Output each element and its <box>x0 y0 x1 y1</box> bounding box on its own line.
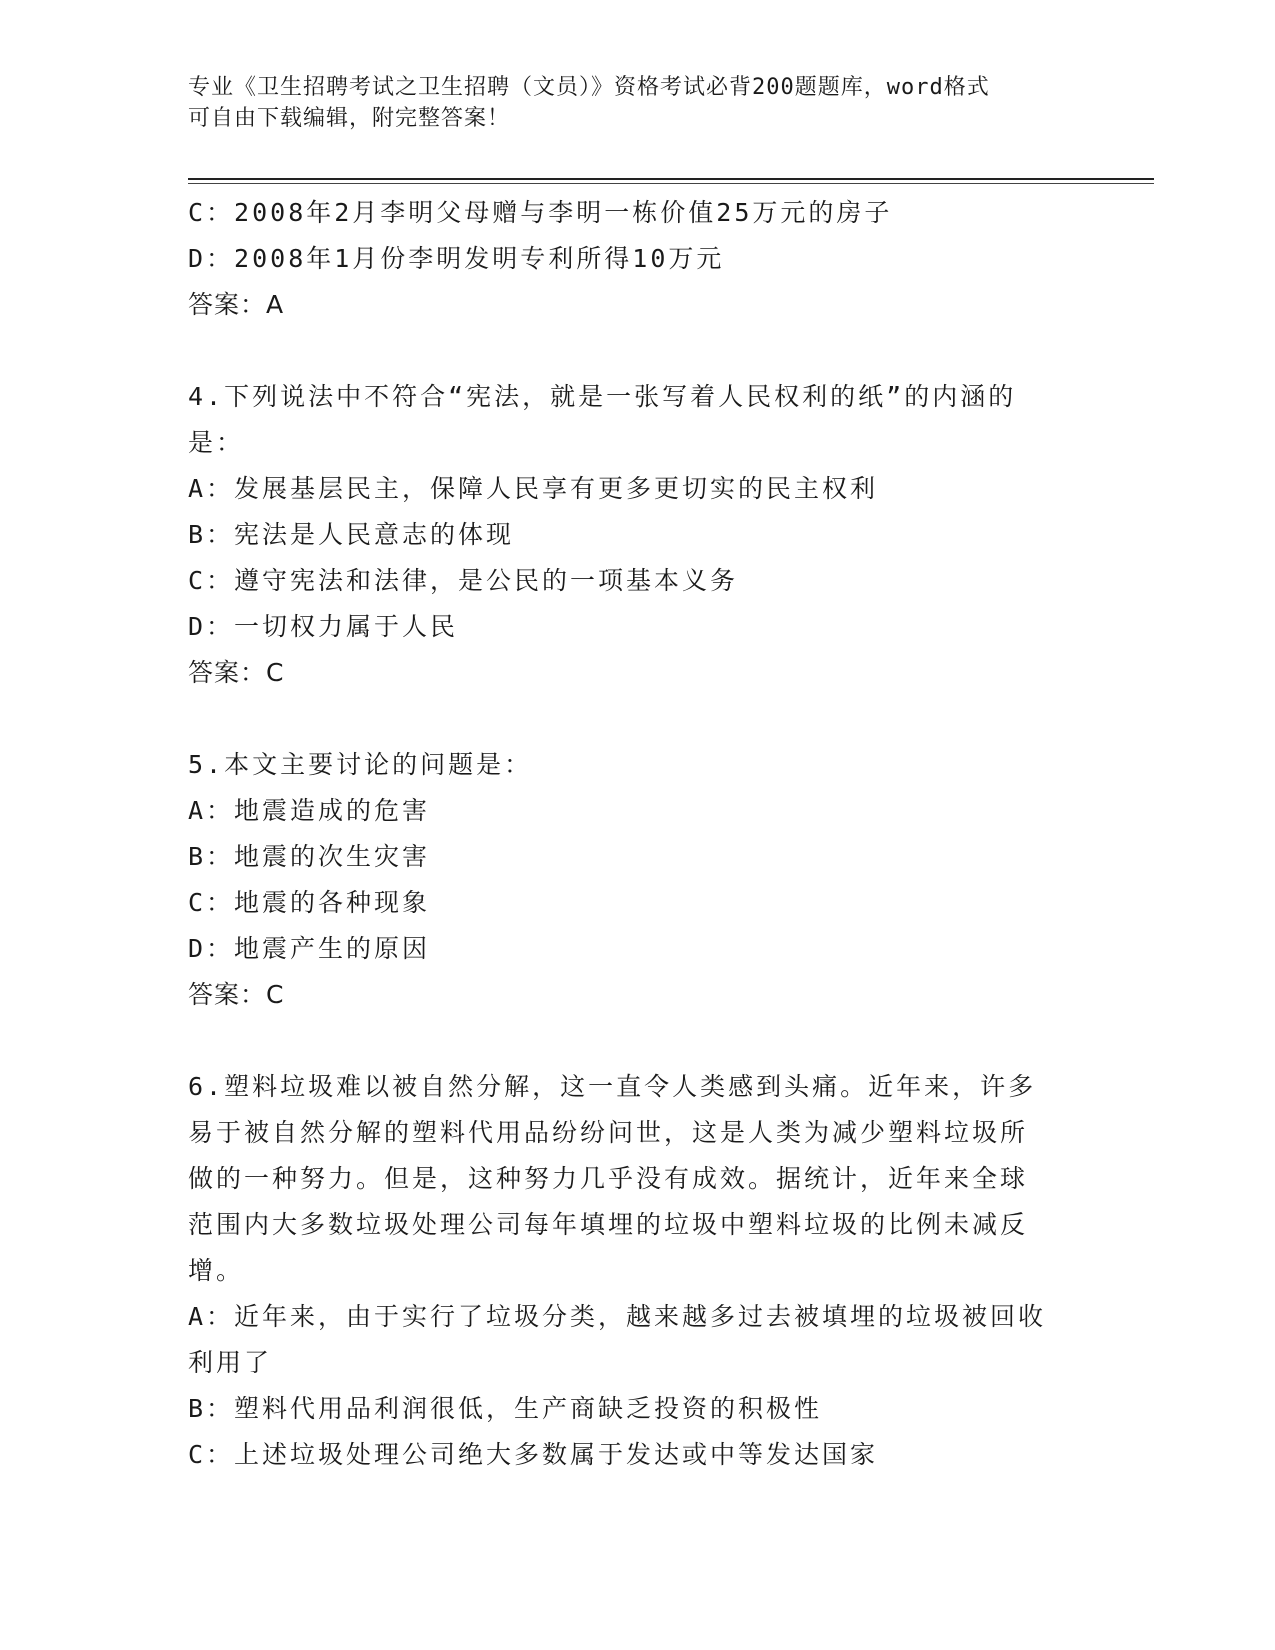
question-5 <box>188 742 1078 1018</box>
spacer <box>188 328 1078 374</box>
question-stem-line: 是： <box>188 428 245 457</box>
question-stem-line: 6.塑料垃圾难以被自然分解，这一直令人类感到头痛。近年来，许多 <box>188 1072 1037 1101</box>
question-stem-line: 5.本文主要讨论的问题是： <box>188 750 533 779</box>
question-stem-line: 增。 <box>188 1256 245 1285</box>
question-stem-line: 做的一种努力。但是，这种努力几乎没有成效。据统计，近年来全球 <box>188 1164 1029 1193</box>
answer-label: 答案：C <box>188 980 285 1009</box>
option-d: D：2008年1月份李明发明专利所得10万元 <box>188 244 725 273</box>
question-4 <box>188 374 1078 696</box>
option-d: D：一切权力属于人民 <box>188 612 459 641</box>
question-stem-line: 易于被自然分解的塑料代用品纷纷问世，这是人类为减少塑料垃圾所 <box>188 1118 1029 1147</box>
option-c: C：上述垃圾处理公司绝大多数属于发达或中等发达国家 <box>188 1440 879 1469</box>
option-b: B：地震的次生灾害 <box>188 842 431 871</box>
answer-label: 答案：A <box>188 290 285 319</box>
question-6 <box>188 1064 1078 1478</box>
option-b: B：宪法是人民意志的体现 <box>188 520 515 549</box>
option-c: C：2008年2月李明父母赠与李明一栋价值25万元的房子 <box>188 198 893 227</box>
option-a: A：发展基层民主，保障人民享有更多更切实的民主权利 <box>188 474 879 503</box>
option-c: C：遵守宪法和法律，是公民的一项基本义务 <box>188 566 739 595</box>
question-stem-line: 范围内大多数垃圾处理公司每年填埋的垃圾中塑料垃圾的比例未减反 <box>188 1210 1029 1239</box>
question-stem-line: 4.下列说法中不符合“宪法，就是一张写着人民权利的纸”的内涵的 <box>188 382 1017 411</box>
document-header <box>188 72 1088 134</box>
spacer <box>188 696 1078 742</box>
option-a: A：地震造成的危害 <box>188 796 431 825</box>
answer-label: 答案：C <box>188 658 285 687</box>
question-3-tail <box>188 190 1078 328</box>
question-list <box>188 190 1078 1478</box>
option-d: D：地震产生的原因 <box>188 934 431 963</box>
header-divider-thin <box>188 183 1154 184</box>
option-c: C：地震的各种现象 <box>188 888 431 917</box>
header-title-line-1: 专业《卫生招聘考试之卫生招聘（文员）》资格考试必背200题题库，word格式 <box>188 75 990 100</box>
option-a: A：近年来，由于实行了垃圾分类，越来越多过去被填埋的垃圾被回收 <box>188 1302 1047 1331</box>
option-a-continuation: 利用了 <box>188 1348 273 1377</box>
option-b: B：塑料代用品利润很低，生产商缺乏投资的积极性 <box>188 1394 823 1423</box>
header-title-line-2: 可自由下载编辑，附完整答案！ <box>188 106 511 131</box>
header-divider-thick <box>188 178 1154 180</box>
spacer <box>188 1018 1078 1064</box>
